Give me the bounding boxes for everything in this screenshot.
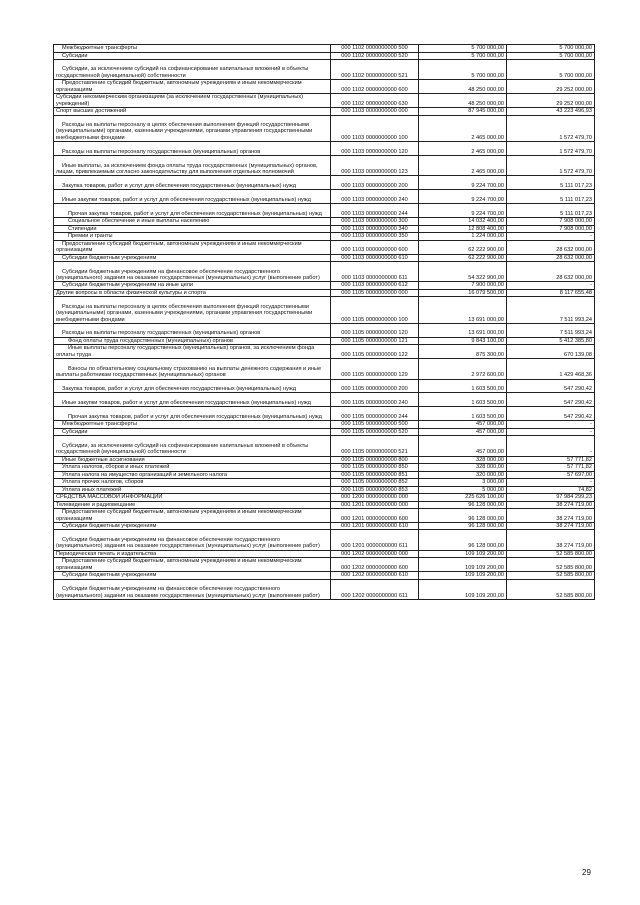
row-name-cell: Предоставление субсидий бюджетным, автономным учреждениям и иным некоммерческим организациям bbox=[54, 558, 331, 572]
row-code-cell: 000 1201 0000000000 000 bbox=[331, 501, 419, 509]
row-plan-cell: 9 843 100,00 bbox=[419, 337, 507, 345]
table-row bbox=[54, 479, 595, 487]
row-name-cell: Расходы на выплаты персоналу в целях обеспечения выполнения функций государственными (муниципальными) органами, казенными учреждениями, органами управления государственными внебюджетными фондами bbox=[54, 297, 331, 324]
row-fact-cell: 7 511 993,24 bbox=[507, 324, 595, 338]
row-name-cell: Прочая закупка товаров, работ и услуг для обеспечения государственных (муниципальных) нужд bbox=[54, 407, 331, 421]
row-fact-cell: 1 572 479,70 bbox=[507, 156, 595, 176]
row-name-cell: Уплата налогов, сборов и иных платежей bbox=[54, 464, 331, 472]
row-plan-cell: 320 000,00 bbox=[419, 471, 507, 479]
table-row bbox=[54, 456, 595, 464]
row-code-cell: 000 1103 0000000000 000 bbox=[331, 108, 419, 116]
row-code-cell: 000 1105 0000000000 851 bbox=[331, 471, 419, 479]
row-plan-cell: 109 109 200,00 bbox=[419, 558, 507, 572]
table-row bbox=[54, 579, 595, 599]
row-fact-cell: 38 274 719,00 bbox=[507, 530, 595, 550]
row-name-cell: Премии и гранты bbox=[54, 233, 331, 241]
row-fact-cell: 5 111 017,23 bbox=[507, 190, 595, 204]
row-fact-cell: - bbox=[507, 436, 595, 456]
table-row bbox=[54, 494, 595, 502]
row-name-cell: Другие вопросы в области физической культуры и спорта bbox=[54, 289, 331, 297]
row-plan-cell: 109 109 200,00 bbox=[419, 550, 507, 558]
table-row bbox=[54, 282, 595, 290]
row-name-cell: Субсидии некоммерческим организациям (за исключением государственных (муниципальных) учреждений) bbox=[54, 94, 331, 108]
row-name-cell: Закупка товаров, работ и услуг для обеспечения государственных (муниципальных) нужд bbox=[54, 176, 331, 190]
row-code-cell: 000 1201 0000000000 611 bbox=[331, 530, 419, 550]
row-name-cell: Закупка товаров, работ и услуг для обеспечения государственных (муниципальных) нужд bbox=[54, 379, 331, 393]
row-fact-cell: 547 290,42 bbox=[507, 393, 595, 407]
row-plan-cell: 13 691 000,00 bbox=[419, 297, 507, 324]
table-row bbox=[54, 60, 595, 80]
row-name-cell: Субсидии бюджетным учреждениям bbox=[54, 572, 331, 580]
row-name-cell: Уплата прочих налогов, сборов bbox=[54, 479, 331, 487]
row-fact-cell: 52 585 800,00 bbox=[507, 579, 595, 599]
row-code-cell: 000 1105 0000000000 200 bbox=[331, 379, 419, 393]
row-code-cell: 000 1105 0000000000 852 bbox=[331, 479, 419, 487]
row-code-cell: 000 1103 0000000000 100 bbox=[331, 115, 419, 142]
row-plan-cell: 62 222 900,00 bbox=[419, 240, 507, 254]
row-name-cell: Субсидии bbox=[54, 52, 331, 60]
table-row bbox=[54, 464, 595, 472]
row-fact-cell: 57 771,82 bbox=[507, 456, 595, 464]
row-plan-cell: 2 465 000,00 bbox=[419, 115, 507, 142]
row-plan-cell: 87 945 000,00 bbox=[419, 108, 507, 116]
row-fact-cell: - bbox=[507, 233, 595, 241]
row-fact-cell: 5 700 000,00 bbox=[507, 60, 595, 80]
row-plan-cell: 1 603 500,00 bbox=[419, 393, 507, 407]
budget-expenditure-table bbox=[53, 44, 595, 600]
table-row bbox=[54, 572, 595, 580]
row-fact-cell: 670 139,08 bbox=[507, 345, 595, 359]
row-name-cell: Иные бюджетные ассигнования bbox=[54, 456, 331, 464]
row-code-cell: 000 1103 0000000000 612 bbox=[331, 282, 419, 290]
row-name-cell: Иные выплаты персоналу государственных (муниципальных) органов, за исключением фонда оплаты труда bbox=[54, 345, 331, 359]
row-name-cell: Стипендии bbox=[54, 225, 331, 233]
row-name-cell: Прочая закупка товаров, работ и услуг для обеспечения государственных (муниципальных) нужд bbox=[54, 204, 331, 218]
row-name-cell: Субсидии, за исключением субсидий на софинансирование капитальных вложений в объекты государственной (муниципальной) собственности bbox=[54, 60, 331, 80]
row-code-cell: 000 1202 0000000000 600 bbox=[331, 558, 419, 572]
row-plan-cell: 3 000,00 bbox=[419, 479, 507, 487]
row-name-cell: Расходы на выплаты персоналу в целях обеспечения выполнения функций государственными (муниципальными) органами, казенными учреждениями, органами управления государственными внебюджетными фондами bbox=[54, 115, 331, 142]
row-fact-cell: 28 632 000,00 bbox=[507, 262, 595, 282]
row-name-cell: Субсидии бюджетным учреждениям bbox=[54, 254, 331, 262]
row-code-cell: 000 1202 0000000000 610 bbox=[331, 572, 419, 580]
row-code-cell: 000 1105 0000000000 853 bbox=[331, 486, 419, 494]
row-fact-cell: 28 632 000,00 bbox=[507, 254, 595, 262]
row-name-cell: Предоставление субсидий бюджетным, автономным учреждениям и иным некоммерческим организациям bbox=[54, 80, 331, 94]
row-fact-cell: - bbox=[507, 428, 595, 436]
row-plan-cell: 7 900 000,00 bbox=[419, 282, 507, 290]
row-code-cell: 000 1103 0000000000 123 bbox=[331, 156, 419, 176]
row-plan-cell: 96 128 000,00 bbox=[419, 509, 507, 523]
row-name-cell: Субсидии бюджетным учреждениям bbox=[54, 522, 331, 530]
table-row bbox=[54, 558, 595, 572]
row-code-cell: 000 1105 0000000000 122 bbox=[331, 345, 419, 359]
row-plan-cell: 9 224 700,00 bbox=[419, 176, 507, 190]
row-name-cell: Иные закупки товаров, работ и услуг для обеспечения государственных (муниципальных) нужд bbox=[54, 393, 331, 407]
table-row bbox=[54, 45, 595, 53]
row-code-cell: 000 1105 0000000000 129 bbox=[331, 359, 419, 379]
table-row bbox=[54, 501, 595, 509]
row-fact-cell: 52 585 800,00 bbox=[507, 550, 595, 558]
row-code-cell: 000 1103 0000000000 600 bbox=[331, 240, 419, 254]
table-row bbox=[54, 359, 595, 379]
row-name-cell: Субсидии бюджетным учреждениям на финансовое обеспечение государственного (муниципального) задания на оказание государственных (муниципальных) услуг (выполнение работ) bbox=[54, 530, 331, 550]
row-code-cell: 000 1103 0000000000 120 bbox=[331, 142, 419, 156]
row-fact-cell: 5 700 000,00 bbox=[507, 52, 595, 60]
row-name-cell: Субсидии, за исключением субсидий на софинансирование капитальных вложений в объекты государственной (муниципальной) собственности bbox=[54, 436, 331, 456]
table-row bbox=[54, 550, 595, 558]
row-plan-cell: 5 700 000,00 bbox=[419, 52, 507, 60]
row-plan-cell: 2 465 000,00 bbox=[419, 142, 507, 156]
row-plan-cell: 96 128 000,00 bbox=[419, 501, 507, 509]
row-name-cell: СРЕДСТВА МАССОВОЙ ИНФОРМАЦИИ bbox=[54, 494, 331, 502]
row-fact-cell: 7 908 000,00 bbox=[507, 225, 595, 233]
row-code-cell: 000 1105 0000000000 520 bbox=[331, 428, 419, 436]
row-code-cell: 000 1102 0000000000 600 bbox=[331, 80, 419, 94]
row-name-cell: Субсидии бюджетным учреждениям на финансовое обеспечение государственного (муниципального) задания на оказание государственных (муниципальных) услуг (выполнение работ) bbox=[54, 579, 331, 599]
table-row bbox=[54, 115, 595, 142]
row-fact-cell: 28 632 000,00 bbox=[507, 240, 595, 254]
row-fact-cell: 8 117 655,48 bbox=[507, 289, 595, 297]
row-fact-cell: 43 223 496,93 bbox=[507, 108, 595, 116]
row-fact-cell: 5 111 017,23 bbox=[507, 204, 595, 218]
row-name-cell: Предоставление субсидий бюджетным, автономным учреждениям и иным некоммерческим организациям bbox=[54, 240, 331, 254]
row-code-cell: 000 1102 0000000000 521 bbox=[331, 60, 419, 80]
row-name-cell: Уплата иных платежей bbox=[54, 486, 331, 494]
row-plan-cell: 9 224 700,00 bbox=[419, 190, 507, 204]
row-fact-cell: 7 908 000,00 bbox=[507, 218, 595, 226]
row-plan-cell: 328 000,00 bbox=[419, 456, 507, 464]
row-plan-cell: 109 109 200,00 bbox=[419, 572, 507, 580]
row-name-cell: Фонд оплаты труда государственных (муниципальных) органов bbox=[54, 337, 331, 345]
row-code-cell: 000 1105 0000000000 120 bbox=[331, 324, 419, 338]
row-fact-cell: 52 585 800,00 bbox=[507, 558, 595, 572]
table-row bbox=[54, 379, 595, 393]
table-row bbox=[54, 509, 595, 523]
table-row bbox=[54, 156, 595, 176]
row-name-cell: Расходы на выплаты персоналу государственных (муниципальных) органов bbox=[54, 142, 331, 156]
row-fact-cell: 5 700 000,00 bbox=[507, 45, 595, 53]
row-plan-cell: 48 250 000,00 bbox=[419, 94, 507, 108]
table-row bbox=[54, 233, 595, 241]
row-plan-cell: 14 032 400,00 bbox=[419, 218, 507, 226]
table-row bbox=[54, 204, 595, 218]
table-body bbox=[54, 45, 595, 600]
table-row bbox=[54, 337, 595, 345]
row-code-cell: 000 1105 0000000000 240 bbox=[331, 393, 419, 407]
row-plan-cell: 457 000,00 bbox=[419, 428, 507, 436]
table-row bbox=[54, 289, 595, 297]
row-code-cell: 000 1105 0000000000 800 bbox=[331, 456, 419, 464]
row-fact-cell: 52 585 800,00 bbox=[507, 572, 595, 580]
table-row bbox=[54, 176, 595, 190]
row-fact-cell: - bbox=[507, 479, 595, 487]
table-row bbox=[54, 94, 595, 108]
row-plan-cell: 5 000,00 bbox=[419, 486, 507, 494]
row-fact-cell: 29 252 000,00 bbox=[507, 80, 595, 94]
row-plan-cell: 2 465 000,00 bbox=[419, 156, 507, 176]
row-plan-cell: 54 322 900,00 bbox=[419, 262, 507, 282]
row-code-cell: 000 1202 0000000000 000 bbox=[331, 550, 419, 558]
row-fact-cell: 38 274 719,00 bbox=[507, 522, 595, 530]
row-code-cell: 000 1103 0000000000 340 bbox=[331, 225, 419, 233]
row-code-cell: 000 1105 0000000000 500 bbox=[331, 421, 419, 429]
row-fact-cell: 57 697,00 bbox=[507, 471, 595, 479]
row-name-cell: Социальное обеспечение и иные выплаты населению bbox=[54, 218, 331, 226]
row-name-cell: Расходы на выплаты персоналу государственных (муниципальных) органов bbox=[54, 324, 331, 338]
row-plan-cell: 48 250 000,00 bbox=[419, 80, 507, 94]
row-plan-cell: 225 626 100,00 bbox=[419, 494, 507, 502]
table-row bbox=[54, 393, 595, 407]
row-fact-cell: 5 412 385,80 bbox=[507, 337, 595, 345]
row-code-cell: 000 1105 0000000000 121 bbox=[331, 337, 419, 345]
row-code-cell: 000 1102 0000000000 500 bbox=[331, 45, 419, 53]
row-fact-cell: 74,82 bbox=[507, 486, 595, 494]
row-plan-cell: 5 700 000,00 bbox=[419, 60, 507, 80]
row-plan-cell: 96 128 000,00 bbox=[419, 522, 507, 530]
table-row bbox=[54, 421, 595, 429]
row-plan-cell: 1 603 500,00 bbox=[419, 379, 507, 393]
row-name-cell: Предоставление субсидий бюджетным, автономным учреждениям и иным некоммерческим организациям bbox=[54, 509, 331, 523]
table-row bbox=[54, 254, 595, 262]
row-code-cell: 000 1105 0000000000 521 bbox=[331, 436, 419, 456]
row-plan-cell: 2 972 600,00 bbox=[419, 359, 507, 379]
row-plan-cell: 5 700 000,00 bbox=[419, 45, 507, 53]
row-fact-cell: 547 290,42 bbox=[507, 379, 595, 393]
row-name-cell: Уплата налога на имущество организаций и земельного налога bbox=[54, 471, 331, 479]
row-name-cell: Периодическая печать и издательства bbox=[54, 550, 331, 558]
table-row bbox=[54, 324, 595, 338]
row-code-cell: 000 1103 0000000000 240 bbox=[331, 190, 419, 204]
row-code-cell: 000 1105 0000000000 850 bbox=[331, 464, 419, 472]
row-plan-cell: 13 691 000,00 bbox=[419, 324, 507, 338]
row-code-cell: 000 1105 0000000000 000 bbox=[331, 289, 419, 297]
row-name-cell: Субсидии бюджетным учреждениям на иные цели bbox=[54, 282, 331, 290]
row-plan-cell: 16 079 500,00 bbox=[419, 289, 507, 297]
table-row bbox=[54, 262, 595, 282]
row-plan-cell: 62 222 900,00 bbox=[419, 254, 507, 262]
table-row bbox=[54, 80, 595, 94]
table-row bbox=[54, 142, 595, 156]
table-row bbox=[54, 530, 595, 550]
row-plan-cell: 875 300,00 bbox=[419, 345, 507, 359]
table-row bbox=[54, 297, 595, 324]
row-fact-cell: 97 984 299,23 bbox=[507, 494, 595, 502]
table-row bbox=[54, 218, 595, 226]
row-name-cell: Телевидение и радиовещание bbox=[54, 501, 331, 509]
row-fact-cell: 29 252 000,00 bbox=[507, 94, 595, 108]
row-code-cell: 000 1201 0000000000 600 bbox=[331, 509, 419, 523]
row-name-cell: Иные выплаты, за исключением фонда оплаты труда государственных (муниципальных) органов, лицам, привлекаемым согласно законодательству для выполнения отдельных полномочий bbox=[54, 156, 331, 176]
row-code-cell: 000 1202 0000000000 611 bbox=[331, 579, 419, 599]
row-plan-cell: 9 224 700,00 bbox=[419, 204, 507, 218]
row-code-cell: 000 1105 0000000000 100 bbox=[331, 297, 419, 324]
row-fact-cell: - bbox=[507, 282, 595, 290]
row-code-cell: 000 1103 0000000000 350 bbox=[331, 233, 419, 241]
row-fact-cell: 38 274 719,00 bbox=[507, 509, 595, 523]
row-name-cell: Межбюджетные трансферты bbox=[54, 421, 331, 429]
row-code-cell: 000 1102 0000000000 630 bbox=[331, 94, 419, 108]
row-code-cell: 000 1103 0000000000 200 bbox=[331, 176, 419, 190]
row-name-cell: Субсидии бюджетным учреждениям на финансовое обеспечение государственного (муниципального) задания на оказание государственных (муниципальных) услуг (выполнение работ) bbox=[54, 262, 331, 282]
row-name-cell: Спорт высших достижений bbox=[54, 108, 331, 116]
table-row bbox=[54, 407, 595, 421]
row-plan-cell: 1 603 500,00 bbox=[419, 407, 507, 421]
row-code-cell: 000 1103 0000000000 610 bbox=[331, 254, 419, 262]
row-fact-cell: 1 572 479,70 bbox=[507, 115, 595, 142]
table-row bbox=[54, 522, 595, 530]
table-row bbox=[54, 240, 595, 254]
row-plan-cell: 109 109 200,00 bbox=[419, 579, 507, 599]
row-fact-cell: 5 111 017,23 bbox=[507, 176, 595, 190]
table-row bbox=[54, 471, 595, 479]
row-code-cell: 000 1200 0000000000 000 bbox=[331, 494, 419, 502]
row-fact-cell: 1 429 468,36 bbox=[507, 359, 595, 379]
row-fact-cell: 547 290,42 bbox=[507, 407, 595, 421]
table-row bbox=[54, 52, 595, 60]
row-code-cell: 000 1103 0000000000 611 bbox=[331, 262, 419, 282]
table-row bbox=[54, 436, 595, 456]
row-plan-cell: 1 224 000,00 bbox=[419, 233, 507, 241]
row-name-cell: Взносы по обязательному социальному страхованию на выплаты денежного содержания и иные выплаты работникам государственных (муниципальных) органов bbox=[54, 359, 331, 379]
row-code-cell: 000 1201 0000000000 610 bbox=[331, 522, 419, 530]
row-fact-cell: 1 572 479,70 bbox=[507, 142, 595, 156]
table-row bbox=[54, 428, 595, 436]
row-fact-cell: - bbox=[507, 421, 595, 429]
row-plan-cell: 12 808 400,00 bbox=[419, 225, 507, 233]
row-code-cell: 000 1103 0000000000 300 bbox=[331, 218, 419, 226]
row-code-cell: 000 1103 0000000000 244 bbox=[331, 204, 419, 218]
row-name-cell: Иные закупки товаров, работ и услуг для обеспечения государственных (муниципальных) нужд bbox=[54, 190, 331, 204]
table-row bbox=[54, 108, 595, 116]
row-name-cell: Субсидии bbox=[54, 428, 331, 436]
page-number: 29 bbox=[582, 868, 591, 877]
row-fact-cell: 57 771,82 bbox=[507, 464, 595, 472]
row-plan-cell: 328 000,00 bbox=[419, 464, 507, 472]
table-row bbox=[54, 345, 595, 359]
table-row bbox=[54, 486, 595, 494]
row-plan-cell: 96 128 000,00 bbox=[419, 530, 507, 550]
row-fact-cell: 7 511 993,24 bbox=[507, 297, 595, 324]
row-code-cell: 000 1102 0000000000 520 bbox=[331, 52, 419, 60]
row-name-cell: Межбюджетные трансферты bbox=[54, 45, 331, 53]
row-plan-cell: 457 000,00 bbox=[419, 421, 507, 429]
table-row bbox=[54, 190, 595, 204]
row-plan-cell: 457 000,00 bbox=[419, 436, 507, 456]
row-code-cell: 000 1105 0000000000 244 bbox=[331, 407, 419, 421]
table-row bbox=[54, 225, 595, 233]
row-fact-cell: 38 274 719,00 bbox=[507, 501, 595, 509]
